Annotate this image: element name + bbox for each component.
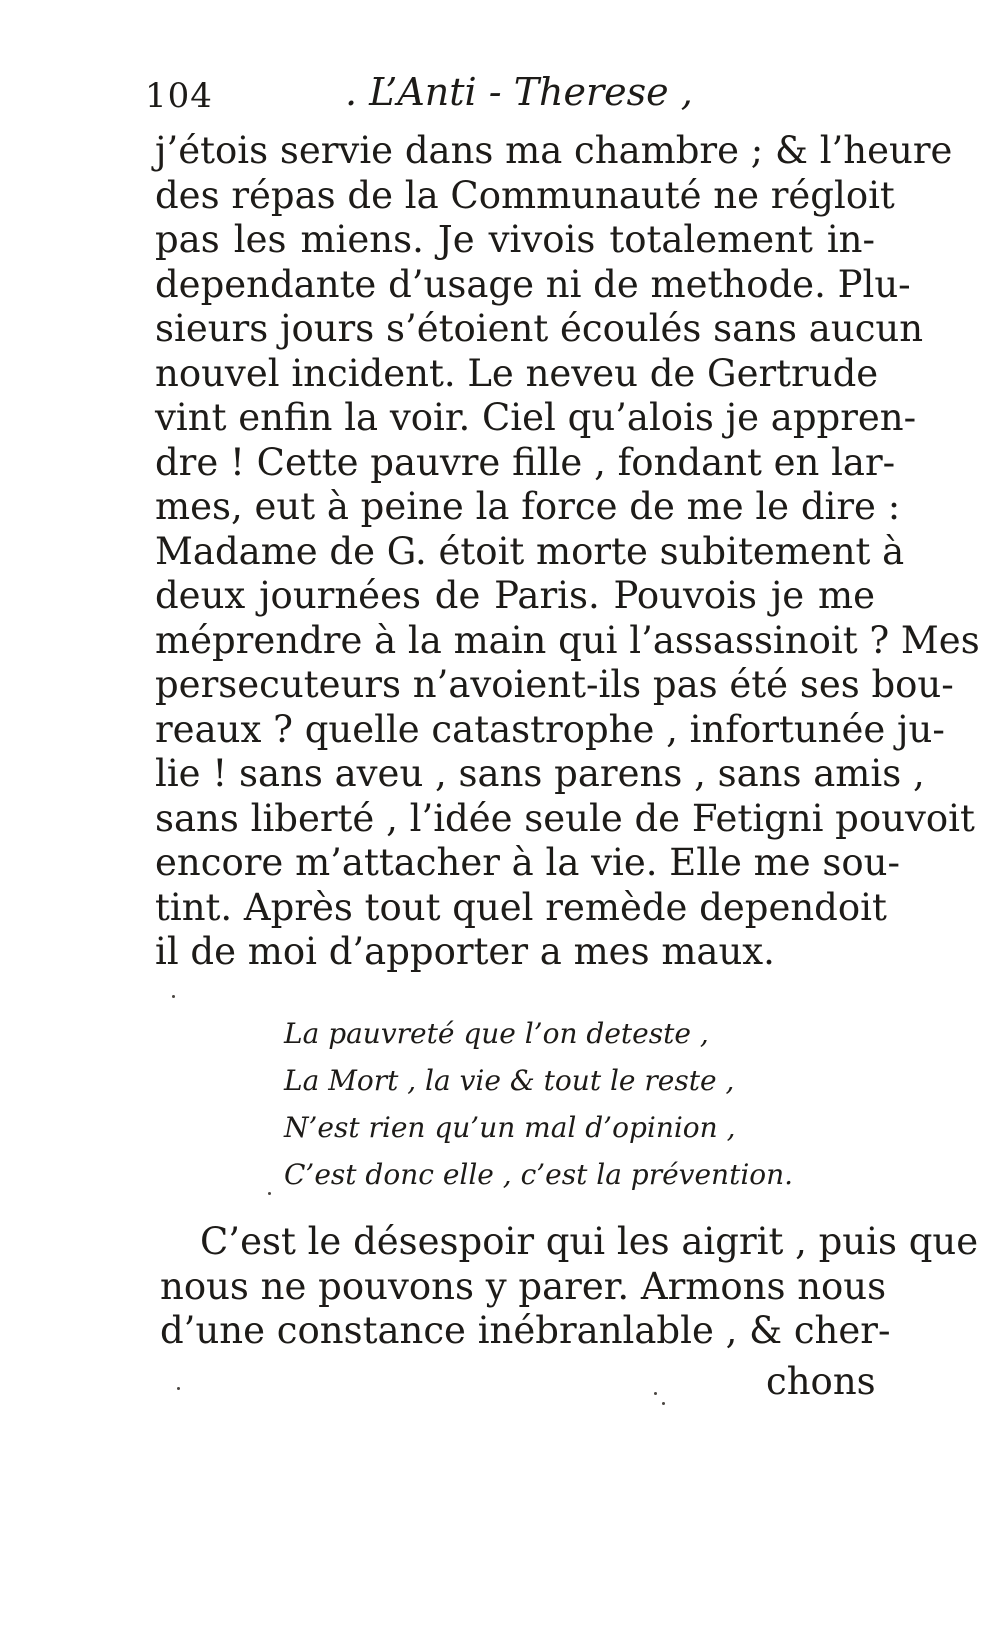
closing-paragraph <box>160 1220 979 1354</box>
text-line: sans liberté , l’idée seule de Fetigni pouvoit <box>155 796 975 840</box>
catchword: chons <box>766 1360 876 1403</box>
running-head <box>145 70 875 130</box>
ink-speck <box>172 995 175 998</box>
text-line: vint enfin la voir. Ciel qu’alois je appren- <box>155 396 917 439</box>
text-line: reaux ? quelle catastrophe , infortunée ju- <box>155 707 945 751</box>
text-line: dre ! Cette pauvre fille , fondant en lar- <box>155 440 896 484</box>
text-line: nouvel incident. Le neveu de Gertrude <box>155 351 879 395</box>
ink-speck <box>654 1392 657 1395</box>
text-line: pas les miens. Je vivois totalement in- <box>155 218 875 261</box>
ink-speck <box>662 1402 665 1405</box>
text-line: il de moi d’apporter a mes maux. <box>155 930 775 973</box>
text-line: Madame de G. étoit morte subitement à <box>155 529 905 573</box>
verse-line: La pauvreté que l’on deteste , <box>284 1017 709 1050</box>
verse-line: C’est donc elle , c’est la prévention. <box>284 1158 794 1191</box>
text-line: sieurs jours s’étoient écoulés sans aucun <box>155 307 924 350</box>
verse-line: N’est rien qu’un mal d’opinion , <box>284 1111 736 1144</box>
text-line: encore m’attacher à la vie. Elle me sou- <box>155 841 900 884</box>
text-line: tint. Après tout quel remède dependoit <box>155 885 887 929</box>
page-number: 104 <box>145 76 213 116</box>
text-line: persecuteurs n’avoient-ils pas été ses bou- <box>155 663 954 706</box>
text-line: dependante d’usage ni de methode. Plu- <box>155 262 911 306</box>
ink-speck <box>177 1387 180 1390</box>
verse-quatrain <box>284 1010 793 1198</box>
text-line: d’une constance inébranlable , & cher- <box>160 1309 891 1352</box>
verse-line: La Mort , la vie & tout le reste , <box>284 1064 735 1097</box>
text-line: C’est le désespoir qui les aigrit , puis que <box>200 1220 979 1263</box>
text-line: mes, eut à peine la force de me le dire : <box>155 485 901 528</box>
text-line: des répas de la Communauté ne régloit <box>155 173 895 217</box>
text-line: méprendre à la main qui l’assassinoit ? Mes <box>155 618 980 662</box>
ink-speck <box>268 1192 271 1195</box>
text-line: lie ! sans aveu , sans parens , sans amis , <box>155 752 925 795</box>
running-title: . L’Anti - Therese , <box>345 70 693 114</box>
text-line: nous ne pouvons y parer. Armons nous <box>160 1264 887 1308</box>
text-line: j’étois servie dans ma chambre ; & l’heure <box>155 129 953 172</box>
text-line: deux journées de Paris. Pouvois je me <box>155 574 875 617</box>
body-paragraph <box>155 129 980 975</box>
